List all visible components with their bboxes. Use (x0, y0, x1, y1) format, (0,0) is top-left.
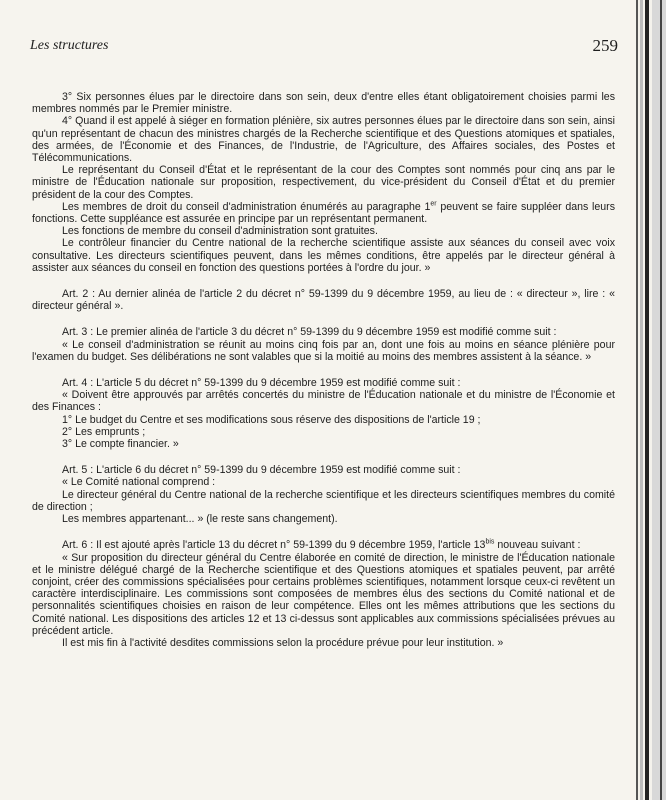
document-body (32, 91, 615, 649)
page-number: 259 (592, 36, 618, 55)
paragraph: Le représentant du Conseil d'État et le représentant de la cour des Comptes sont nommés pour cinq ans par le ministre de l'Éducation nationale sur proposition, respectivement, du vice-président du Conseil d'État et du premier président de la cour des Comptes. (32, 164, 615, 201)
paragraph: « Le Comité national comprend : (62, 476, 216, 489)
paragraph-text: Art. 6 : Il est ajouté après l'article 13 du décret n° 59-1399 du 9 décembre 1959, l'article 13 (62, 539, 486, 552)
paragraph: Art. 4 : L'article 5 du décret n° 59-1399 du 9 décembre 1959 est modifié comme suit : (62, 377, 461, 390)
paragraph: Art. 2 : Au dernier alinéa de l'article 2 du décret n° 59-1399 du 9 décembre 1959, au lieu de : « directeur », lire : « directeur général ». (32, 288, 615, 313)
page-edge (636, 0, 638, 800)
paragraph: Il est mis fin à l'activité desdites commissions selon la procédure prévue pour leur institution. » (62, 636, 504, 649)
paragraph-text: Les membres de droit du conseil d'administration énumérés au paragraphe 1 (62, 200, 431, 213)
paragraph: 2° Les emprunts ; (62, 425, 146, 438)
paragraph: « Le conseil d'administration se réunit au moins cinq fois par an, dont une fois au moins en séance plénière pour l'examen du budget. Ses délibérations ne sont valables que si la moitié au moins des membres assistent à la séance. » (32, 338, 615, 363)
paragraph: Art. 3 : Le premier alinéa de l'article 3 du décret n° 59-1399 du 9 décembre 1959 est modifié comme suit : (62, 326, 557, 339)
page-edge (640, 0, 643, 800)
paragraph-text: peuvent se faire suppléer dans leurs fonctions. Cette suppléance est assurée en principe par un représentant permanent. (32, 200, 615, 226)
superscript: bis (485, 538, 495, 546)
page-edge (660, 0, 662, 800)
paragraph-text: nouveau suivant : (494, 539, 581, 552)
superscript: er (430, 200, 437, 208)
paragraph (32, 201, 615, 225)
paragraph: Les membres appartenant... » (le reste sans changement). (62, 513, 338, 526)
paragraph: Art. 5 : L'article 6 du décret n° 59-1399 du 9 décembre 1959 est modifié comme suit : (62, 464, 461, 477)
page-edge (645, 0, 649, 800)
paragraph: 4° Quand il est appelé à siéger en formation plénière, six autres personnes élues par le directoire dans son sein, ainsi qu'un représentant de chacun des ministres chargés de la Recherche scientifique et des Questions atomiques et spatiales, des armées, de l'Économie et des Finances, de l'Industrie, de l'Agriculture, des Affaires sociales, des Postes et Télécommunications. (32, 115, 615, 165)
paragraph (32, 539, 615, 551)
paragraph: Le contrôleur financier du Centre national de la recherche scientifique assiste aux séances du conseil avec voix consultative. Les directeurs scientifiques peuvent, dans les mêmes conditions, être appelés par le directeur général à assister aux séances du conseil en fonction des questions portées à l'ordre du jour. » (32, 237, 615, 274)
running-header (30, 38, 618, 58)
paragraph: 3° Six personnes élues par le directoire dans son sein, deux d'entre elles étant obligatoirement choisies parmi les membres nommés par le Premier ministre. (32, 91, 615, 116)
section-title: Les structures (30, 38, 109, 53)
paragraph: « Doivent être approuvés par arrêtés concertés du ministre de l'Éducation nationale et du ministre de l'Économie et des Finances : (32, 389, 615, 414)
paragraph: Les fonctions de membre du conseil d'administration sont gratuites. (62, 225, 378, 238)
paragraph: « Sur proposition du directeur général du Centre élaborée en comité de direction, le ministre de l'Éducation nationale et le ministre délégué chargé de la Recherche scientifique et des Questions atomiques et spatiales peuvent, par arrêté conjoint, créer des commissions spécialisées pour certains problèmes scientifiques, notamment lorsque ceux-ci revêtent un caractère interdisciplinaire. Les commissions sont composées de membres élus des sections du Comité national et de personnalités scientifiques choisies en raison de leur compétence. Elles ont les mêmes attributions que les sections du Comité national. Les dispositions des articles 12 et 13 ci-dessus sont applicables aux commissions spécialisées prévues au précédent article. (32, 551, 615, 637)
paragraph: 1° Le budget du Centre et ses modifications sous réserve des dispositions de l'article 19 ; (62, 413, 481, 426)
paragraph: Le directeur général du Centre national de la recherche scientifique et les directeurs scientifiques membres du comité de direction ; (32, 488, 615, 513)
paragraph: 3° Le compte financier. » (62, 438, 179, 451)
page-edge (652, 0, 666, 800)
